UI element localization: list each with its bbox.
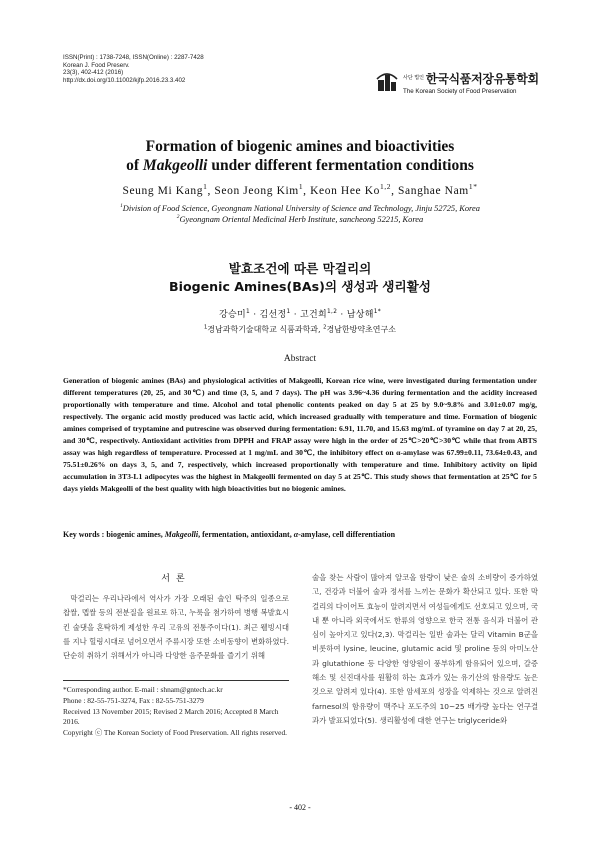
- keywords-label: Key words: [63, 530, 100, 539]
- intro-column-2: [312, 571, 538, 728]
- title-suffix: under different fermentation conditions: [207, 157, 474, 174]
- submission-dates: Received 13 November 2015; Revised 2 March 2016; Accepted 8 March 2016.: [63, 706, 279, 727]
- doi-link[interactable]: http://dx.doi.org/10.11002/kjfp.2016.23.3.402: [63, 76, 186, 84]
- author-separator: ,: [303, 185, 311, 197]
- author-2-affil: 1: [298, 182, 304, 192]
- title-prefix: of: [126, 157, 143, 174]
- korean-author-3-affil: 1,2: [327, 309, 338, 315]
- korean-author-2: 김선정: [259, 310, 287, 320]
- korean-affiliations: [60, 324, 540, 335]
- keyword: biogenic amines,: [106, 530, 165, 539]
- footnote-divider: [63, 680, 289, 681]
- journal-name: Korean J. Food Preserv.: [63, 61, 130, 69]
- korean-author-2-affil: 1: [286, 309, 291, 315]
- korean-author-3: 고건희: [300, 310, 328, 320]
- intro-paragraph-2: 술을 찾는 사람이 많아져 알코올 함량이 낮은 술의 소비량이 증가하였고, 건강과 더불어 술과 정서를 느끼는 문화가 확산되고 있다. 또한 막걸리의 다이어트 효능이 알려지면서 여성들에게도 선호되고 있으며, 국내 뿐 아니라 외국에서도 한류의 영향으로 한국 전통 음식과 더불어 관심이 높아지고 있다(2,3). 막걸리는 일반 술과는 달리 Vitamin B군을 비롯하여 lysine, leucine, glutamic acid 및 proline 등의 아미노산과 glutathione 등 다양한 영양원이 풍부하게 함유되어 있으며, 갈증해소 및 신진대사를 원활히 하는 효과가 있는 유기산의 함유량도 높은 것으로 알려져 있다(4). 또한 암세포의 성장을 억제하는 것으로 알려진 farnesol의 함유량이 맥주나 포도주의 10~25 배가량 높다는 연구결과가 발표되었다(5). 생리활성에 대한 연구는 triglyceride와: [312, 573, 538, 725]
- keyword-italic: Makgeolli: [164, 530, 199, 539]
- paper-title: [60, 137, 540, 175]
- korean-affil-2-mark: 2: [323, 324, 327, 331]
- author-2: Seon Jeong Kim: [214, 185, 299, 197]
- contact-phone: Phone : 82-55-751-3274, Fax : 82-55-751-3279: [63, 695, 204, 705]
- author-separator: ·: [290, 310, 301, 320]
- author-separator: ,: [391, 185, 399, 197]
- author-4-affil: 1*: [468, 182, 478, 192]
- author-4: Sanghae Nam: [398, 185, 469, 197]
- issn-line: ISSN(Print) : 1738-7248, ISSN(Online) : 2287-7428: [63, 54, 204, 61]
- author-1-affil: 1: [203, 182, 208, 192]
- page-number: - 402 -: [289, 803, 311, 812]
- korean-affiliation-1: 경남과학기술대학교 식품과학과,: [207, 325, 321, 334]
- abstract-heading: Abstract: [283, 354, 317, 364]
- society-korean-name: 한국식품저장유통학회: [425, 72, 539, 86]
- society-emblem-icon: [376, 71, 398, 93]
- keyword: -amylase, cell differentiation: [298, 530, 396, 539]
- keyword-alpha: α: [293, 530, 299, 539]
- volume-line: 23(3), 402-412 (2016): [63, 69, 124, 77]
- affiliations: [60, 203, 540, 225]
- korean-author-4-affil: 1*: [373, 309, 381, 315]
- korean-author-4: 남상해: [346, 310, 374, 320]
- keywords-separator: :: [99, 530, 107, 539]
- korean-author-1: 강승미: [219, 310, 247, 320]
- copyright-notice: Copyright ⓒ The Korean Society of Food Preservation. All rights reserved.: [63, 728, 288, 738]
- author-separator: ,: [207, 185, 215, 197]
- korean-title: [60, 260, 540, 296]
- intro-paragraph-1: 막걸리는 우리나라에서 역사가 가장 오래된 술인 탁주의 일종으로 찹쌀, 멥쌀 등의 전분질을 원료로 하고, 누룩을 첨가하여 병행 복발효시킨 술댓을 혼탁하게 제성한 우리 고유의 전통주이다(1). 최근 웰빙시대를 지나 힐링시대로 넘어오면서 주류시장 또한 소비동향이 변화하였다. 단순히 취하기 위해서가 아니라 다양한 음주문화를 즐기기 위해: [63, 594, 289, 661]
- intro-heading: 서론: [161, 574, 191, 584]
- author-1: Seung Mi Kang: [122, 185, 204, 197]
- affiliation-2: $^2$Gyeongnam Oriental Medicinal Herb Institute, sancheong 52215, Korea: [176, 214, 424, 224]
- author-separator: ·: [250, 310, 260, 320]
- affiliation-1: $^1$Division of Food Science, Gyeongnam National University of Science and Technology, Jinju 52725, Korea: [120, 203, 480, 213]
- society-logo-block: [376, 68, 539, 95]
- footnote: [63, 685, 289, 739]
- abstract-body: Generation of biogenic amines (BAs) and physiological activities of Makgeolli, Korean rice wine, were investigated during fermentation under different temperatures (20, 25, and 30℃) and time (3, 5, and 7 days). The pH was 3.96~4.36 during fermentation and the acidity increased proportionally with temperature and time. Alcohol and total phenolic contents peaked on day 5 at 25 by 9.0~9.8% and 3.01±0.07 mg/g, respectively. The organic acid mostly produced was lactic acid, which increased gradually with temperature and time. Formation of biogenic amines comprised of tryptamine and putrescine was observed during fermentation: 6.91, 11.70, and 15.63 mg/mL of tyramine on day 7 at 20, 25, and 30℃, respectively. Antioxidant activities from DPPH and FRAP assay were high in the order of 25℃>20℃>30℃ while that from ABTS assay was high regardless of temperature. Processed at 1 mg/mL and 30℃, the inhibitory effect on α-amylase was 67.99±0.11, 73.64±0.43, and 75.51±0.26% on days 3, 5, and 7, respectively, which increased proportionally with temperature and time. Inhibitory activity on lipid accumulation in 3T3-L1 adipocytes was the highest in Makgeolli fermented on day 5 at 25℃. This study shows that fermentation at 25℃ for 5 days yields Makgeolli of the best quality with high bioactivities but no biogenic amines.: [63, 376, 537, 494]
- corresponding-author: *Corresponding author. E-mail : shnam@gntech.ac.kr: [63, 685, 223, 694]
- keyword: , fermentation, antioxidant,: [198, 530, 294, 539]
- title-line-1: Formation of biogenic amines and bioactivities: [145, 138, 455, 155]
- korean-affiliation-2: 경남한방약초연구소: [326, 325, 396, 334]
- korean-author-1-affil: 1: [246, 309, 251, 315]
- keywords-line: [63, 530, 537, 539]
- title-italic-term: Makgeolli: [142, 157, 208, 174]
- title-line-2: [60, 156, 540, 175]
- journal-header: [63, 54, 204, 84]
- author-list: [60, 182, 540, 197]
- society-english-name: The Korean Society of Food Preservation: [403, 88, 517, 95]
- korean-author-list: [60, 307, 540, 320]
- author-3-affil: 1,2: [379, 182, 392, 192]
- society-small-label: 사단 법인: [403, 74, 424, 81]
- korean-title-line-1: 발효조건에 따른 막걸리의: [228, 261, 372, 276]
- author-separator: ·: [337, 310, 347, 320]
- korean-title-line-2: Biogenic Amines(BAs)의 생성과 생리활성: [169, 279, 431, 294]
- korean-affil-1-mark: 1: [203, 324, 208, 331]
- author-3: Keon Hee Ko: [310, 185, 380, 197]
- intro-column-1: [63, 592, 289, 663]
